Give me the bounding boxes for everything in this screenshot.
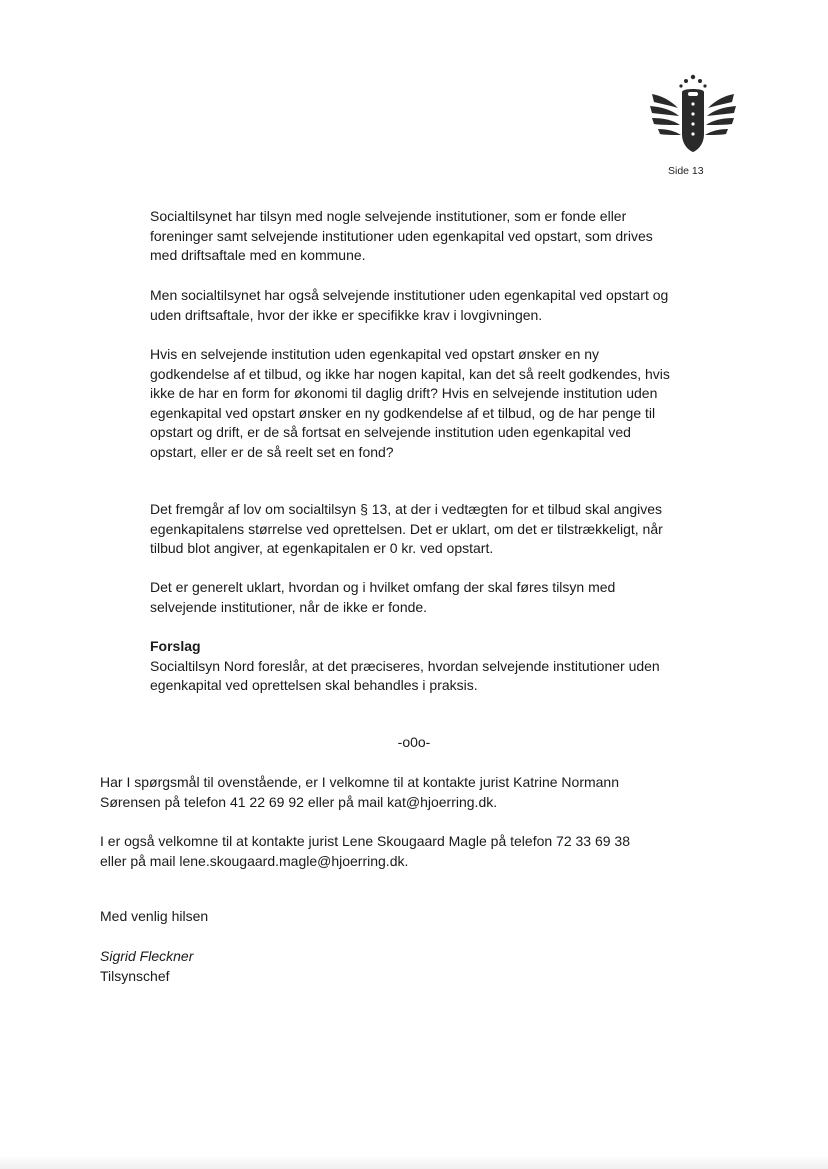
contact-paragraph-2: I er også velkomne til at kontakte jurist Lene Skougaard Magle på telefon 72 33 69 38 eller på mail lene.skougaard.magle@hjoerring.dk.: [100, 833, 631, 869]
paragraph-3: Hvis en selvejende institution uden egenkapital ved opstart ønsker en ny godkendelse af et tilbud, og ikke har nogen kapital, kan det så reelt godkendes, hvis ikke de har en form for økonomi til daglig drift? Hvis en selvejende institution uden egenkapital ved opstart ønsker en ny godkendelse af et tilbud, og de har penge til opstart og drift, er de så fortsat en selvejende institution uden egenkapital ved opstart, eller er de så reelt set en fond?: [150, 346, 670, 460]
paragraph-4: Det fremgår af lov om socialtilsyn § 13, at der i vedtægten for et tilbud skal angives egenkapitalens størrelse ved oprettelsen. Det er uklart, om det er tilstrækkeligt, når tilbud blot angiver, at egenkapitalen er 0 kr. ved opstart.: [150, 501, 663, 556]
signatory-name: Sigrid Fleckner: [100, 948, 194, 964]
scan-bottom-edge: [0, 1155, 828, 1169]
contact-paragraph-1: Har I spørgsmål til ovenstående, er I velkomne til at kontakte jurist Katrine Normann Sørensen på telefon 41 22 69 92 eller på mail kat@hjoerring.dk.: [100, 774, 619, 810]
section-divider: -o0o-: [397, 734, 431, 750]
signature-block: [100, 947, 193, 986]
signatory-title: Tilsynschef: [100, 967, 170, 984]
proposal-section: [150, 637, 670, 696]
proposal-heading: Forslag: [150, 638, 201, 654]
page-number: Side 13: [668, 165, 704, 177]
paragraph-5: Det er generelt uklart, hvordan og i hvilket omfang der skal føres tilsyn med selvejende institutioner, når de ikke er fonde.: [150, 579, 616, 615]
proposal-text: Socialtilsyn Nord foreslår, at det præciseres, hvordan selvejende institutioner uden egenkapital ved oprettelsen skal behandles i praksis.: [150, 657, 660, 693]
municipality-logo: [648, 72, 738, 162]
paragraph-1: Socialtilsynet har tilsyn med nogle selvejende institutioner, som er fonde eller foreninger samt selvejende institutioner uden egenkapital ved opstart, som drives med driftsaftale med en kommune.: [150, 208, 653, 263]
paragraph-2: Men socialtilsynet har også selvejende institutioner uden egenkapital ved opstart og uden driftsaftale, hvor der ikke er specifikke krav i lovgivningen.: [150, 287, 669, 323]
closing-greeting: Med venlig hilsen: [100, 908, 209, 924]
